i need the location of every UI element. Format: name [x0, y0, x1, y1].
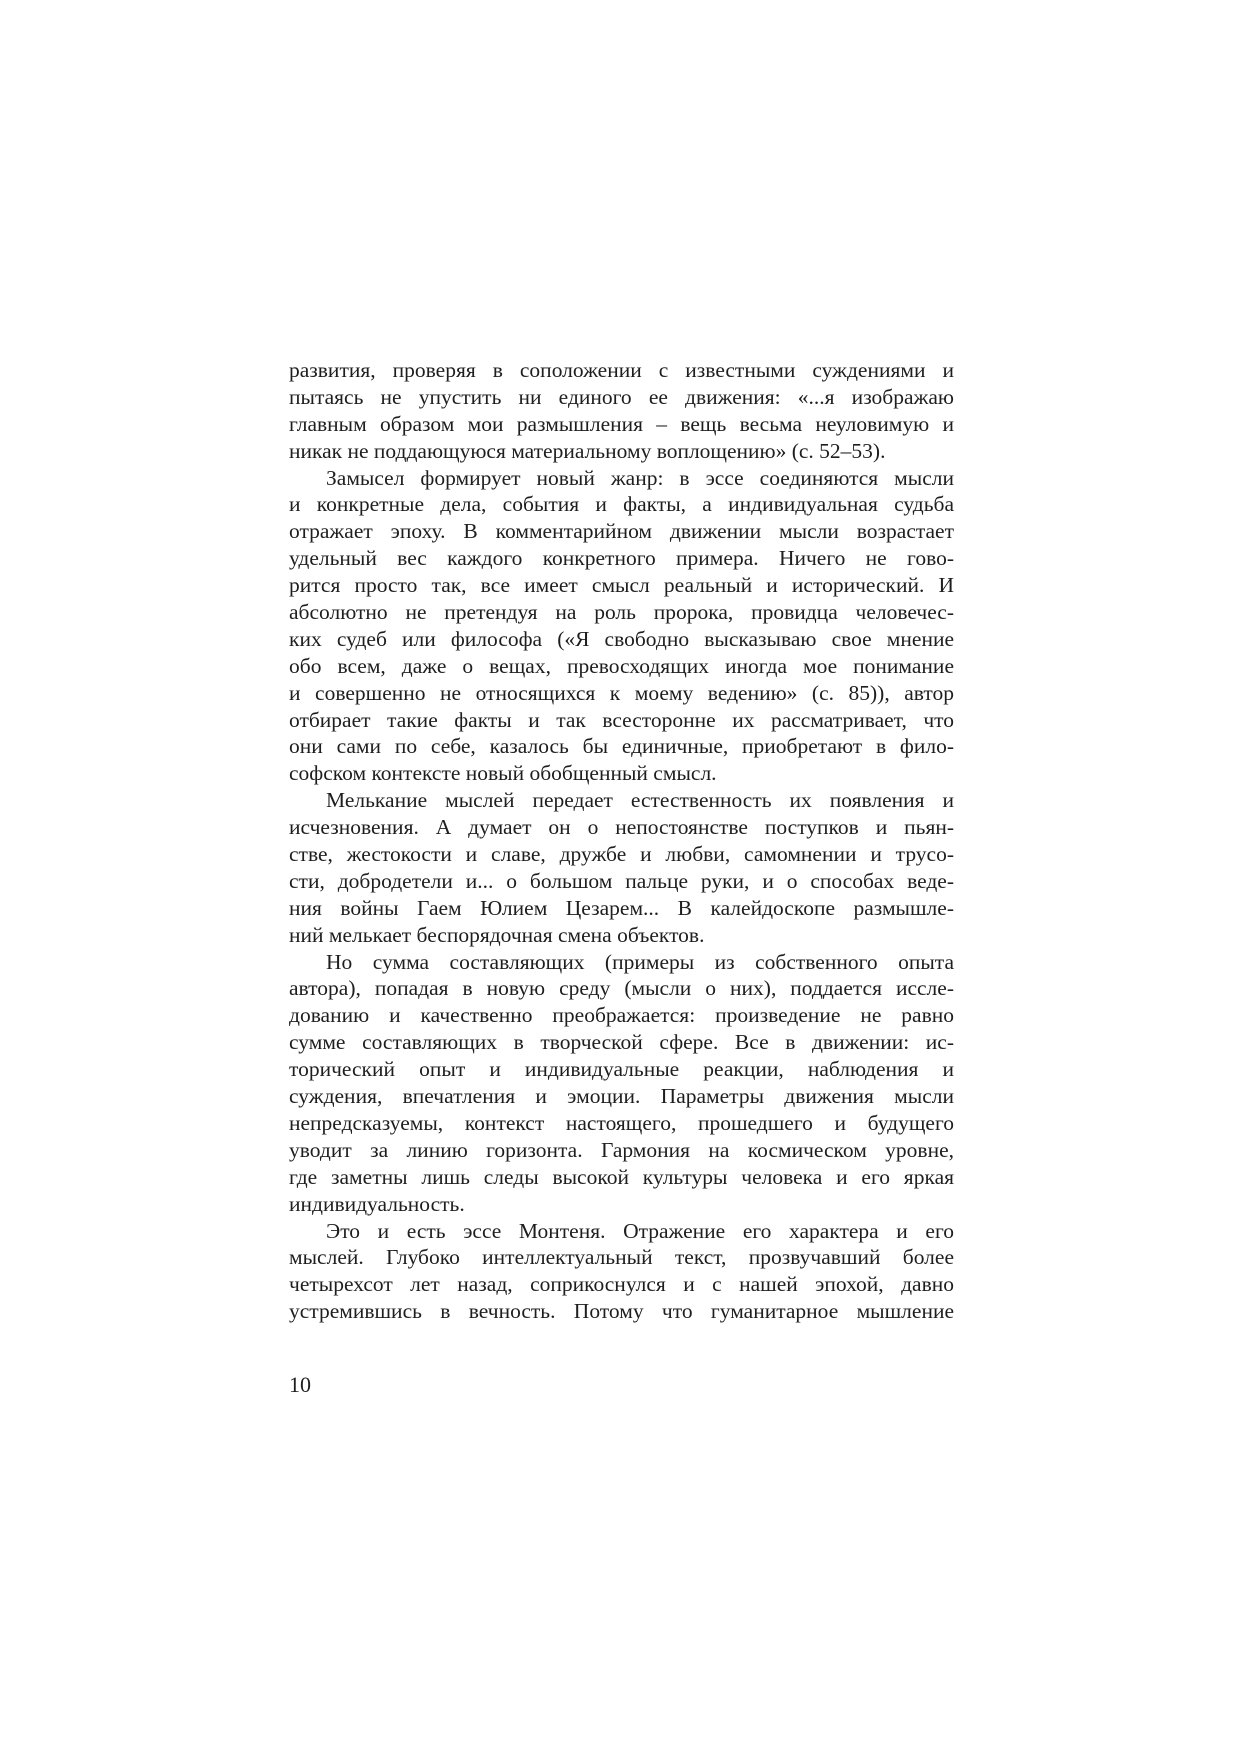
text-line: индивидуальность.	[289, 1191, 465, 1216]
text-line: ний мелькает беспорядочная смена объектов.	[289, 922, 705, 947]
text-line: софском контексте новый обобщенный смысл.	[289, 761, 717, 786]
text-line: ких судеб или философа («Я свободно высказываю свое мнение	[289, 626, 954, 651]
text-line: обо всем, даже о вещах, превосходящих иногда мое понимание	[289, 653, 954, 678]
text-line: и конкретные дела, события и факты, а индивидуальная судьба	[289, 492, 954, 517]
text-line: суждения, впечатления и эмоции. Параметры движения мысли	[289, 1084, 954, 1109]
text-line: где заметны лишь следы высокой культуры человека и его яркая	[289, 1164, 954, 1189]
text-line: главным образом мои размышления – вещь весьма неуловимую и	[289, 411, 954, 436]
text-line: сумме составляющих в творческой сфере. Все в движении: ис-	[289, 1030, 954, 1055]
text-line: торический опыт и индивидуальные реакции, наблюдения и	[289, 1057, 954, 1082]
text-line: рится просто так, все имеет смысл реальный и исторический. И	[289, 573, 954, 598]
text-line: уводит за линию горизонта. Гармония на космическом уровне,	[289, 1137, 954, 1162]
text-line: устремившись в вечность. Потому что гуманитарное мышление	[289, 1299, 954, 1324]
body-text	[289, 357, 954, 1325]
text-line: удельный вес каждого конкретного примера. Ничего не гово-	[289, 546, 954, 571]
text-line: абсолютно не претендуя на роль пророка, провидца человечес-	[289, 600, 954, 625]
page-number: 10	[289, 1372, 311, 1397]
paragraph-first-line: Мелькание мыслей передает естественность их появления и	[326, 788, 954, 813]
text-line: развития, проверяя в соположении с известными суждениями и	[289, 358, 954, 382]
text-line: автора), попадая в новую среду (мысли о них), поддается иссле-	[289, 976, 954, 1001]
paragraph-first-line: Это и есть эссе Монтеня. Отражение его характера и его	[326, 1218, 954, 1243]
text-line: ния войны Гаем Юлием Цезарем... В калейдоскопе размышле-	[289, 895, 954, 920]
text-line: непредсказуемы, контекст настоящего, прошедшего и будущего	[289, 1110, 954, 1135]
text-line: дованию и качественно преображается: произведение не равно	[289, 1003, 954, 1028]
text-line: исчезновения. А думает он о непостоянстве поступков и пьян-	[289, 815, 954, 840]
text-line: стве, жестокости и славе, дружбе и любви, самомнении и трусо-	[289, 842, 954, 867]
text-line: мыслей. Глубоко интеллектуальный текст, прозвучавший более	[289, 1245, 954, 1270]
paragraph-first-line: Замысел формирует новый жанр: в эссе соединяются мысли	[326, 465, 954, 490]
text-line: и совершенно не относящихся к моему ведению» (с. 85)), автор	[289, 680, 954, 705]
text-line: сти, добродетели и... о большом пальце руки, и о способах веде-	[289, 868, 954, 893]
text-line: никак не поддающуюся материальному воплощению» (с. 52–53).	[289, 438, 886, 463]
text-line: отражает эпоху. В комментарийном движении мысли возрастает	[289, 519, 954, 544]
paragraph-first-line: Но сумма составляющих (примеры из собственного опыта	[326, 949, 954, 974]
text-line: четырехсот лет назад, соприкоснулся и с нашей эпохой, давно	[289, 1272, 954, 1297]
text-line: они сами по себе, казалось бы единичные, приобретают в фило-	[289, 734, 954, 759]
text-line: пытаясь не упустить ни единого ее движения: «...я изображаю	[289, 384, 954, 409]
text-line: отбирает такие факты и так всесторонне их рассматривает, что	[289, 707, 954, 732]
